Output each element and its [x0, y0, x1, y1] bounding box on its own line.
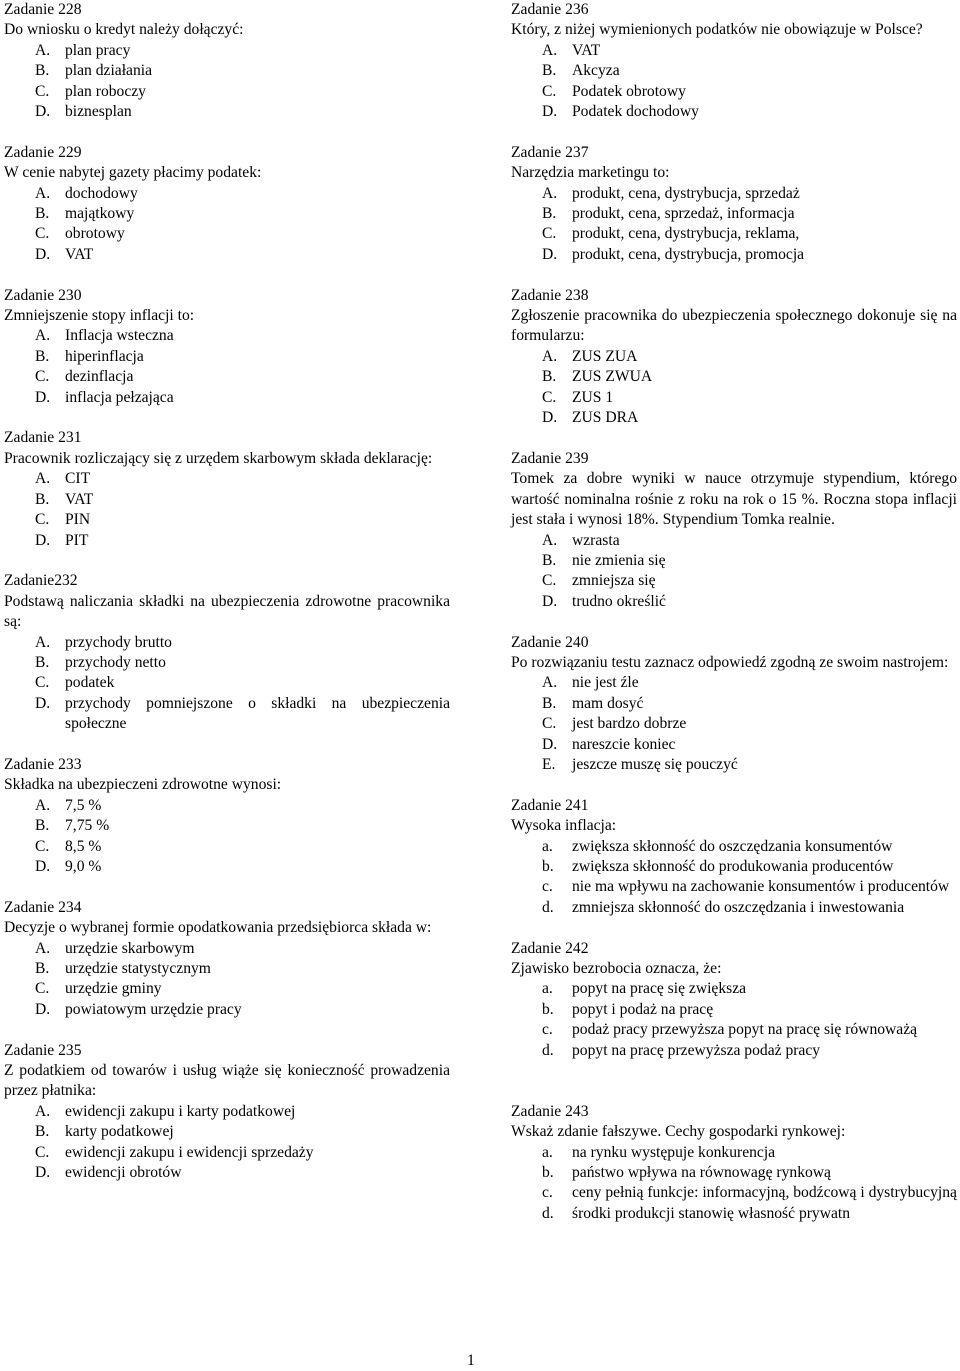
answer-option — [511, 673, 957, 693]
option-label: B. — [542, 205, 557, 223]
option-text: urzędzie skarbowym — [65, 939, 195, 957]
question-233 — [4, 755, 450, 877]
option-label: d. — [542, 1041, 554, 1059]
answer-option — [4, 82, 450, 102]
answer-option — [511, 592, 957, 612]
answer-option — [4, 1143, 450, 1163]
option-text: ewidencji zakupu i karty podatkowej — [65, 1102, 296, 1120]
option-label: B. — [35, 62, 50, 80]
question-text: Wysoka inflacja: — [511, 817, 617, 835]
question-228 — [4, 0, 450, 122]
option-text: ewidencji obrotów — [65, 1164, 182, 1182]
option-label: D. — [542, 735, 558, 753]
question-231 — [4, 428, 450, 550]
answer-option — [4, 673, 450, 693]
option-text: urzędzie statystycznym — [65, 960, 211, 977]
option-label: C. — [35, 225, 50, 243]
answer-option — [511, 1020, 957, 1040]
page-number: 1 — [467, 1352, 475, 1369]
option-text: nie ma wpływu na zachowanie konsumentów i producentów — [572, 878, 950, 896]
answer-option — [511, 714, 957, 734]
option-label: b. — [542, 857, 554, 875]
answer-option — [4, 959, 450, 979]
option-text: jeszcze muszę się pouczyć — [572, 755, 738, 773]
option-text: produkt, cena, dystrybucja, sprzedaż — [572, 184, 800, 202]
answer-option — [4, 102, 450, 122]
left-column — [4, 0, 450, 1204]
option-label: D. — [35, 694, 51, 712]
option-text: popyt i podaż na pracę — [572, 1000, 714, 1018]
option-text: VAT — [65, 490, 94, 508]
answer-option — [4, 490, 450, 510]
answer-option — [4, 1000, 450, 1020]
option-text: PIT — [65, 531, 89, 549]
question-text: Decyzje o wybranej formie opodatkowania przedsiębiorca składa w: — [4, 919, 432, 937]
option-text: nie jest źle — [572, 674, 639, 692]
option-text: hiperinflacja — [65, 347, 144, 365]
option-text: środki produkcji stanowię własność prywatn — [572, 1204, 851, 1222]
option-label: C. — [542, 388, 557, 406]
question-text: W cenie nabytej gazety płacimy podatek: — [4, 164, 262, 182]
question-235 — [4, 1041, 450, 1184]
answer-option — [511, 82, 957, 102]
question-title: Zadanie 239 — [511, 449, 589, 467]
option-text: podaż pracy przewyższa popyt na pracę się równoważą — [572, 1021, 918, 1039]
question-239 — [511, 449, 957, 612]
question-232 — [4, 571, 450, 734]
answer-option — [4, 796, 450, 816]
option-text: przychody netto — [65, 653, 166, 671]
option-label: B. — [542, 368, 557, 386]
option-label: D. — [542, 245, 558, 263]
right-column — [511, 0, 957, 1245]
answer-options — [511, 184, 957, 266]
option-label: A. — [542, 674, 558, 692]
answer-option — [4, 510, 450, 530]
question-230 — [4, 286, 450, 408]
option-text: ZUS 1 — [572, 388, 614, 406]
option-text: ZUS ZUA — [572, 347, 638, 365]
answer-options — [4, 41, 450, 123]
question-text: Wskaż zdanie fałszywe. Cechy gospodarki rynkowej: — [511, 1123, 846, 1141]
answer-options — [4, 326, 450, 408]
question-240 — [511, 633, 957, 776]
answer-option — [511, 245, 957, 265]
option-text: produkt, cena, sprzedaż, informacja — [572, 205, 795, 223]
option-label: a. — [542, 1143, 553, 1161]
option-label: A. — [542, 347, 558, 365]
answer-options — [4, 796, 450, 878]
answer-option — [511, 898, 957, 918]
answer-options — [511, 1143, 957, 1225]
question-229 — [4, 143, 450, 265]
option-label: D. — [35, 103, 51, 121]
option-text: ceny pełnią funkcje: informacyjną, bodźcową i dystrybucyjną — [572, 1184, 957, 1202]
answer-option — [4, 1102, 450, 1122]
answer-option — [4, 367, 450, 387]
option-text: państwo wpływa na równowagę rynkową — [572, 1164, 831, 1182]
option-text: powiatowym urzędzie pracy — [65, 1000, 242, 1018]
answer-option — [4, 469, 450, 489]
answer-option — [511, 1041, 957, 1061]
answer-option — [511, 735, 957, 755]
option-label: D. — [35, 388, 51, 406]
option-label: D. — [35, 531, 51, 549]
question-text: Tomek za dobre wyniki w nauce otrzymuje stypendium, którego wartość nominalna rośnie z roku na rok o 15 %. Roczna stopa inflacji jest stała i wynosi 18%. Stypendium Tomka realnie. — [511, 470, 957, 529]
answer-option — [4, 347, 450, 367]
option-label: A. — [35, 184, 51, 202]
option-text: biznesplan — [65, 103, 132, 121]
option-text: obrotowy — [65, 225, 125, 243]
question-title: Zadanie 242 — [511, 939, 589, 957]
question-text: Podstawą naliczania składki na ubezpieczenia zdrowotne pracownika są: — [4, 592, 450, 631]
question-title: Zadanie 236 — [511, 1, 589, 18]
answer-option — [511, 184, 957, 204]
option-label: D. — [542, 103, 558, 121]
option-text: karty podatkowej — [65, 1123, 174, 1141]
option-text: Podatek dochodowy — [572, 103, 699, 121]
option-label: B. — [35, 205, 50, 223]
option-label: a. — [542, 980, 553, 998]
option-text: nie zmienia się — [572, 551, 666, 569]
question-243 — [511, 1102, 957, 1224]
answer-option — [511, 694, 957, 714]
answer-option — [511, 367, 957, 387]
option-text: zwiększa skłonność do oszczędzania konsumentów — [572, 837, 893, 855]
answer-option — [511, 837, 957, 857]
option-text: majątkowy — [65, 205, 135, 223]
question-242 — [511, 939, 957, 1061]
answer-options — [4, 469, 450, 551]
option-text: Akcyza — [572, 62, 620, 80]
answer-options — [511, 347, 957, 429]
answer-option — [511, 857, 957, 877]
option-text: Podatek obrotowy — [572, 82, 686, 100]
answer-option — [511, 204, 957, 224]
question-title: Zadanie 233 — [4, 755, 82, 773]
question-title: Zadanie 230 — [4, 286, 82, 304]
option-label: A. — [35, 939, 51, 957]
answer-option — [511, 551, 957, 571]
option-label: D. — [35, 1000, 51, 1018]
answer-option — [4, 979, 450, 999]
option-label: E. — [542, 755, 556, 773]
option-text: podatek — [65, 674, 115, 692]
option-label: A. — [35, 470, 51, 488]
option-text: ZUS DRA — [572, 409, 639, 427]
answer-options — [511, 41, 957, 123]
question-title: Zadanie 241 — [511, 796, 589, 814]
option-text: plan roboczy — [65, 82, 146, 100]
option-text: 7,5 % — [65, 796, 102, 814]
answer-option — [511, 41, 957, 61]
answer-option — [4, 531, 450, 551]
option-label: D. — [542, 409, 558, 427]
option-label: A. — [35, 1102, 51, 1120]
option-text: VAT — [65, 245, 94, 263]
option-text: Inflacja wsteczna — [65, 327, 174, 345]
option-label: B. — [35, 960, 50, 977]
answer-option — [511, 1204, 957, 1224]
answer-option — [4, 816, 450, 836]
option-text: plan działania — [65, 62, 153, 80]
question-title: Zadanie 238 — [511, 286, 589, 304]
option-label: A. — [35, 327, 51, 345]
option-label: C. — [35, 511, 50, 529]
answer-options — [4, 1102, 450, 1184]
option-text: przychody pomniejszone o składki na ubezpieczenia społeczne — [65, 694, 450, 733]
option-label: c. — [542, 1184, 553, 1202]
answer-option — [4, 939, 450, 959]
question-title: Zadanie 228 — [4, 1, 82, 18]
option-label: C. — [35, 1143, 50, 1161]
answer-option — [511, 408, 957, 428]
option-text: popyt na pracę się zwiększa — [572, 980, 747, 998]
option-label: C. — [35, 82, 50, 100]
question-text: Zmniejszenie stopy inflacji to: — [4, 307, 195, 325]
answer-option — [4, 857, 450, 877]
question-title: Zadanie 240 — [511, 633, 589, 651]
option-text: VAT — [572, 41, 601, 59]
option-label: C. — [35, 674, 50, 692]
answer-option — [4, 61, 450, 81]
option-text: popyt na pracę przewyższa podaż pracy — [572, 1041, 821, 1059]
option-text: inflacja pełzająca — [65, 388, 174, 406]
option-label: A. — [542, 184, 558, 202]
option-label: B. — [35, 817, 50, 835]
answer-option — [511, 877, 957, 897]
option-label: A. — [35, 41, 51, 59]
answer-option — [511, 571, 957, 591]
option-label: B. — [35, 347, 50, 365]
option-label: B. — [542, 62, 557, 80]
answer-option — [4, 1122, 450, 1142]
question-236 — [511, 0, 957, 122]
option-text: zmniejsza się — [572, 572, 656, 590]
option-text: nareszcie koniec — [572, 735, 676, 753]
option-label: C. — [35, 368, 50, 386]
option-text: jest bardzo dobrze — [572, 715, 687, 733]
question-title: Zadanie 234 — [4, 898, 82, 916]
question-title: Zadanie 229 — [4, 143, 82, 161]
answer-options — [4, 184, 450, 266]
option-text: dezinflacja — [65, 368, 134, 386]
question-234 — [4, 898, 450, 1020]
answer-option — [4, 388, 450, 408]
answer-option — [511, 1183, 957, 1203]
option-label: A. — [542, 531, 558, 549]
option-text: 7,75 % — [65, 817, 110, 835]
option-label: b. — [542, 1164, 554, 1182]
option-label: B. — [542, 551, 557, 569]
question-text: Narzędzia marketingu to: — [511, 164, 670, 182]
option-text: urzędzie gminy — [65, 980, 162, 998]
answer-option — [4, 184, 450, 204]
option-label: A. — [542, 41, 558, 59]
answer-option — [511, 347, 957, 367]
answer-option — [511, 1163, 957, 1183]
option-label: C. — [35, 980, 50, 998]
option-label: D. — [542, 592, 558, 610]
option-label: C. — [542, 82, 557, 100]
option-label: B. — [542, 694, 557, 712]
option-label: D. — [35, 857, 51, 875]
question-title: Zadanie 235 — [4, 1041, 82, 1059]
option-label: d. — [542, 898, 554, 916]
answer-option — [511, 224, 957, 244]
question-238 — [511, 286, 957, 429]
question-text: Z podatkiem od towarów i usług wiąże się konieczność prowadzenia przez płatnika: — [4, 1062, 450, 1100]
option-label: D. — [35, 1164, 51, 1182]
option-label: c. — [542, 1021, 553, 1039]
question-title: Zadanie232 — [4, 572, 78, 590]
option-text: wzrasta — [572, 531, 620, 549]
answer-options — [4, 633, 450, 735]
answer-options — [4, 939, 450, 1021]
option-label: C. — [542, 225, 557, 243]
option-text: zmniejsza skłonność do oszczędzania i inwestowania — [572, 898, 905, 916]
option-label: C. — [542, 715, 557, 733]
option-text: mam dosyć — [572, 694, 644, 712]
option-label: B. — [35, 653, 50, 671]
question-text: Pracownik rozliczający się z urzędem skarbowym składa deklarację: — [4, 449, 433, 467]
option-text: zwiększa skłonność do produkowania producentów — [572, 857, 894, 875]
answer-option — [511, 979, 957, 999]
option-label: A. — [35, 633, 51, 651]
answer-option — [4, 204, 450, 224]
option-text: produkt, cena, dystrybucja, reklama, — [572, 225, 800, 243]
question-text: Zjawisko bezrobocia oznacza, że: — [511, 960, 722, 977]
question-text: Który, z niżej wymienionych podatków nie obowiązuje w Polsce? — [511, 21, 923, 39]
answer-option — [4, 837, 450, 857]
option-label: b. — [542, 1000, 554, 1018]
question-title: Zadanie 231 — [4, 429, 82, 447]
question-text: Do wniosku o kredyt należy dołączyć: — [4, 21, 244, 39]
option-label: B. — [35, 1123, 50, 1141]
option-label: a. — [542, 837, 553, 855]
question-text: Zgłoszenie pracownika do ubezpieczenia społecznego dokonuje się na formularzu: — [511, 307, 957, 345]
answer-option — [4, 1163, 450, 1183]
option-label: A. — [35, 796, 51, 814]
answer-option — [4, 694, 450, 735]
answer-option — [4, 224, 450, 244]
answer-option — [4, 245, 450, 265]
question-text: Składka na ubezpieczeni zdrowotne wynosi: — [4, 776, 282, 794]
answer-option — [4, 653, 450, 673]
option-text: PIN — [65, 511, 91, 529]
answer-option — [511, 1143, 957, 1163]
question-title: Zadanie 243 — [511, 1102, 589, 1120]
answer-option — [511, 755, 957, 775]
option-text: dochodowy — [65, 184, 138, 202]
answer-option — [511, 1000, 957, 1020]
option-text: przychody brutto — [65, 633, 172, 651]
option-text: ewidencji zakupu i ewidencji sprzedaży — [65, 1143, 314, 1161]
answer-options — [511, 531, 957, 613]
question-title: Zadanie 237 — [511, 143, 589, 161]
option-text: na rynku występuje konkurencja — [572, 1143, 776, 1161]
option-label: D. — [35, 245, 51, 263]
answer-options — [511, 979, 957, 1061]
answer-option — [4, 326, 450, 346]
question-text: Po rozwiązaniu testu zaznacz odpowiedź zgodną ze swoim nastrojem: — [511, 653, 949, 671]
answer-option — [4, 41, 450, 61]
answer-option — [511, 102, 957, 122]
option-text: CIT — [65, 470, 91, 488]
option-label: c. — [542, 878, 553, 896]
answer-option — [511, 61, 957, 81]
option-label: C. — [542, 572, 557, 590]
answer-options — [511, 673, 957, 775]
option-text: produkt, cena, dystrybucja, promocja — [572, 245, 805, 263]
option-label: B. — [35, 490, 50, 508]
option-text: plan pracy — [65, 41, 131, 59]
question-237 — [511, 143, 957, 265]
answer-options — [511, 837, 957, 919]
question-241 — [511, 796, 957, 918]
option-text: 8,5 % — [65, 837, 102, 855]
option-label: C. — [35, 837, 50, 855]
option-text: trudno określić — [572, 592, 666, 610]
option-text: 9,0 % — [65, 857, 102, 875]
option-label: d. — [542, 1204, 554, 1222]
option-text: ZUS ZWUA — [572, 368, 653, 386]
answer-option — [511, 531, 957, 551]
answer-option — [4, 633, 450, 653]
answer-option — [511, 388, 957, 408]
